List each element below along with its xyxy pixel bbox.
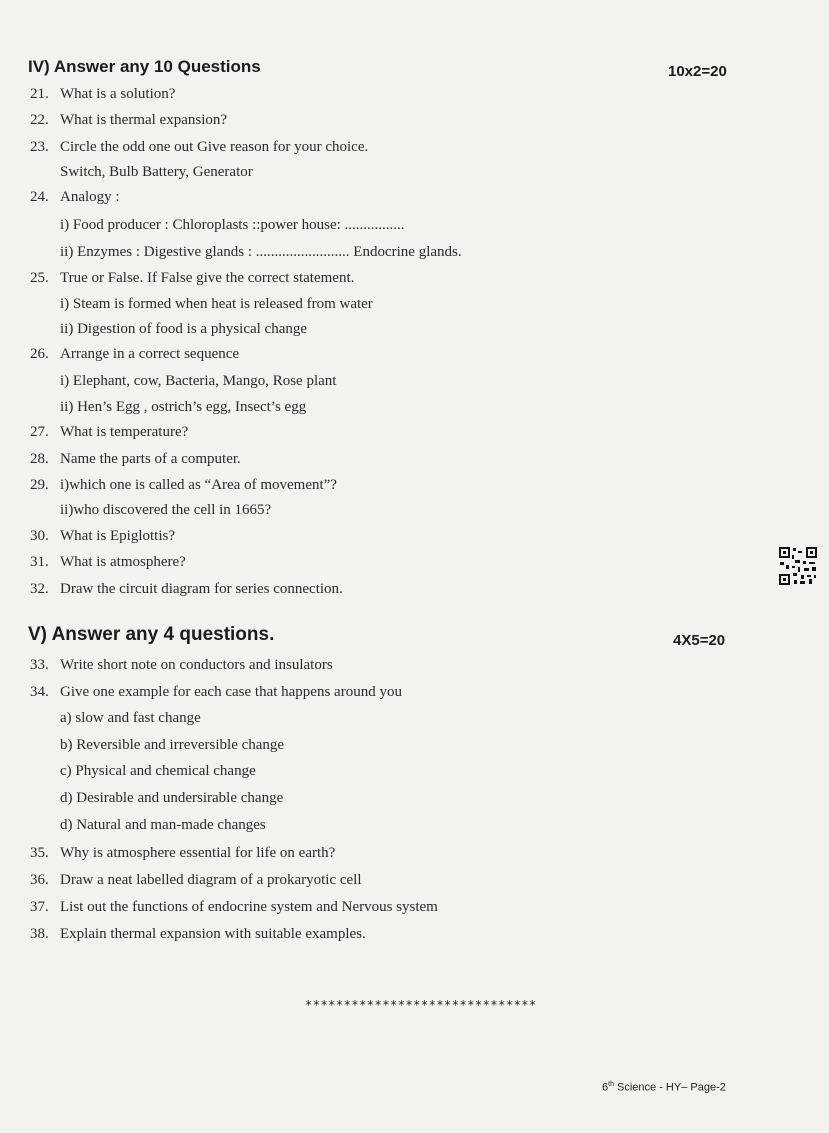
- question-25-part-i: i) Steam is formed when heat is released from water: [60, 296, 373, 312]
- question-37: 37. List out the functions of endocrine system and Nervous system: [30, 899, 438, 915]
- question-34-part-b: b) Reversible and irreversible change: [60, 737, 285, 753]
- question-22: 22. What is thermal expansion?: [30, 112, 228, 128]
- page-footer: 6th Science - HY– Page-2: [602, 1081, 726, 1094]
- question-25: 25. True or False. If False give the correct statement.: [30, 270, 355, 286]
- question-34-part-c: c) Physical and chemical change: [60, 763, 256, 779]
- question-23-options: Switch, Bulb Battery, Generator: [60, 164, 253, 180]
- section-4-marks: 10x2=20: [668, 63, 727, 80]
- question-24: 24. Analogy :: [30, 189, 120, 205]
- qr-code-icon: [778, 546, 818, 586]
- question-28: 28. Name the parts of a computer.: [30, 451, 241, 467]
- question-33: 33. Write short note on conductors and insulators: [30, 657, 333, 673]
- question-21: 21. What is a solution?: [30, 86, 176, 102]
- section-4-heading: IV) Answer any 10 Questions: [28, 57, 261, 76]
- question-29: 29. i)which one is called as “Area of movement”?: [30, 477, 337, 493]
- section-5-heading: V) Answer any 4 questions.: [28, 624, 275, 645]
- question-25-part-ii: ii) Digestion of food is a physical change: [60, 321, 308, 337]
- question-38: 38. Explain thermal expansion with suitable examples.: [30, 926, 366, 942]
- question-24-part-ii: ii) Enzymes : Digestive glands : ......................... Endocrine glands.: [60, 244, 462, 260]
- question-34-part-d: d) Desirable and undersirable change: [60, 790, 284, 806]
- question-26-part-ii: ii) Hen’s Egg , ostrich’s egg, Insect’s egg: [60, 399, 307, 415]
- question-36: 36. Draw a neat labelled diagram of a prokaryotic cell: [30, 872, 362, 888]
- question-23: 23. Circle the odd one out Give reason for your choice.: [30, 139, 369, 155]
- question-35: 35. Why is atmosphere essential for life on earth?: [30, 845, 336, 861]
- question-30: 30. What is Epiglottis?: [30, 528, 175, 544]
- question-31: 31. What is atmosphere?: [30, 554, 186, 570]
- question-27: 27. What is temperature?: [30, 424, 189, 440]
- question-29-part-ii: ii)who discovered the cell in 1665?: [60, 502, 272, 518]
- question-34: 34. Give one example for each case that happens around you: [30, 684, 402, 700]
- question-34-part-a: a) slow and fast change: [60, 710, 201, 726]
- question-24-part-i: i) Food producer : Chloroplasts ::power house: ................: [60, 217, 405, 233]
- question-32: 32. Draw the circuit diagram for series connection.: [30, 581, 343, 597]
- section-5-marks: 4X5=20: [673, 632, 726, 649]
- end-marker: ******************************: [305, 998, 537, 1012]
- question-26-part-i: i) Elephant, cow, Bacteria, Mango, Rose plant: [60, 373, 337, 389]
- question-26: 26. Arrange in a correct sequence: [30, 346, 240, 362]
- question-34-part-d2: d) Natural and man-made changes: [60, 817, 266, 833]
